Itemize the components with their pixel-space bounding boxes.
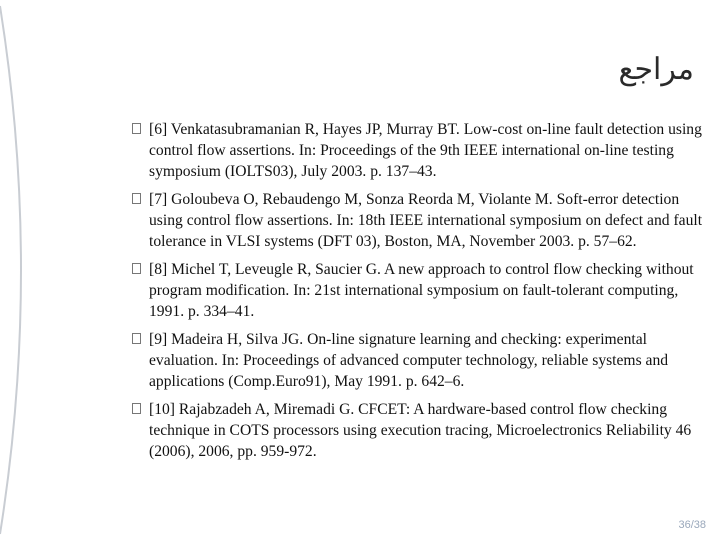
reference-text: [7] Goloubeva O, Rebaudengo M, Sonza Reorda M, Violante M. Soft-error detection using control flow assertions. In: 18th IEEE international symposium on defect and fault tolerance in VLSI systems (DFT 03), Boston, MA, November 2003. p. 57–62. (149, 191, 703, 250)
reference-item (138, 399, 706, 462)
corner-arc-decoration (0, 0, 60, 540)
bullet-icon (132, 403, 141, 414)
page-title: مراجع (618, 52, 694, 87)
page-number: 36/38 (678, 519, 706, 531)
reference-text: [6] Venkatasubramanian R, Hayes JP, Murray BT. Low-cost on-line fault detection using control flow assertions. In: Proceedings of the 9th IEEE international on-line testing symposium (IOLTS03), July 2003. p. 137–43. (149, 121, 702, 180)
reference-text: [10] Rajabzadeh A, Miremadi G. CFCET: A hardware-based control flow checking technique in COTS processors using execution tracing, Microelectronics Reliability 46 (2006), 2006, pp. 959-972. (149, 401, 692, 460)
bullet-icon (132, 193, 141, 204)
reference-item (138, 119, 706, 182)
bullet-icon (132, 263, 141, 274)
reference-item (138, 189, 706, 252)
reference-list (138, 119, 706, 469)
reference-text: [9] Madeira H, Silva JG. On-line signature learning and checking: experimental evaluation. In: Proceedings of advanced computer technology, reliable systems and applications (Comp.Euro91), May 1991. p. 642–6. (149, 331, 669, 390)
reference-text: [8] Michel T, Leveugle R, Saucier G. A new approach to control flow checking without program modification. In: 21st international symposium on fault-tolerant computing, 1991. p. 334–41. (149, 261, 694, 320)
reference-item (138, 259, 706, 322)
reference-item (138, 329, 706, 392)
bullet-icon (132, 333, 141, 344)
bullet-icon (132, 123, 141, 134)
